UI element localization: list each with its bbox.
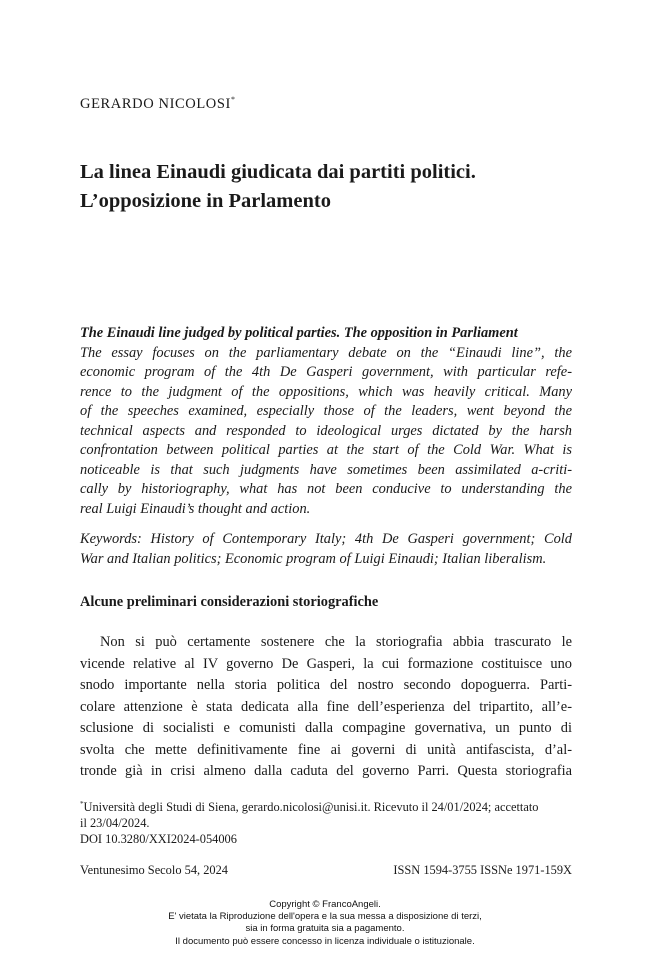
footnote-line: il 23/04/2024. bbox=[80, 816, 150, 831]
keywords-line: War and Italian politics; Economic program of Luigi Einaudi; Italian liberalism. bbox=[80, 550, 547, 567]
abstract-line: of the speeches examined, especially those of the leaders, went beyond the bbox=[80, 403, 572, 419]
abstract-line: real Luigi Einaudi’s thought and action. bbox=[80, 500, 311, 517]
body-line: colare attenzione è stata dedicata alla fine dell’esperienza del tripartito, all’e- bbox=[80, 698, 572, 715]
body-line: Non si può certamente sostenere che la storiografia abbia trascurato le bbox=[100, 634, 572, 650]
body-paragraph bbox=[80, 632, 572, 783]
body-line: svolta che mette definitivamente fine ai governi di unità antifascista, d’al- bbox=[80, 741, 572, 758]
article-title bbox=[80, 158, 580, 216]
abstract-line: noticeable is that such judgments have sometimes been assimilated a-criti- bbox=[80, 461, 572, 478]
keywords bbox=[80, 530, 572, 569]
keywords-line: Keywords: History of Contemporary Italy; 4th De Gasperi government; Cold bbox=[80, 531, 572, 547]
abstract-line: economic program of the 4th De Gasperi government, with particular refe- bbox=[80, 364, 572, 380]
footnote-marker: * bbox=[80, 800, 84, 808]
journal-citation: Ventunesimo Secolo 54, 2024 bbox=[80, 863, 228, 877]
body-line: sclusione di socialisti e comunisti dalla compagine governativa, un punto di bbox=[80, 720, 572, 736]
abstract-line: confrontation between political parties at the start of the Cold War. What is bbox=[80, 442, 572, 458]
body-line: vicende relative al IV governo De Gasperi, la cui formazione costituisce uno bbox=[80, 655, 572, 672]
abstract-heading: The Einaudi line judged by political parties. The opposition in Parliament bbox=[80, 325, 518, 341]
issn: ISSN 1594-3755 ISSNe 1971-159X bbox=[393, 863, 572, 877]
author-footnote-marker: * bbox=[230, 95, 236, 104]
copyright-line: Copyright © FrancoAngeli. bbox=[269, 899, 381, 910]
abstract-line: technical aspects and responded to ideological urges dictated by the harsh bbox=[80, 422, 572, 439]
copyright-line: E' vietata la Riproduzione dell'opera e la sua messa a disposizione di terzi, bbox=[168, 911, 482, 923]
author-name bbox=[80, 95, 236, 113]
abstract-line: rence to the judgment of the oppositions, which was heavily critical. Many bbox=[80, 383, 572, 400]
copyright-line: Il documento può essere concesso in licenza individuale o istituzionale. bbox=[175, 935, 475, 947]
abstract-line: The essay focuses on the parliamentary debate on the “Einaudi line”, the bbox=[80, 344, 572, 361]
footnote-line bbox=[80, 796, 572, 815]
footnote bbox=[80, 796, 572, 847]
abstract-line: cally by historiography, what has not been conducive to understanding the bbox=[80, 481, 572, 497]
abstract bbox=[80, 324, 572, 569]
footnote-affiliation: Università degli Studi di Siena, gerardo.nicolosi@unisi.it. Ricevuto il 24/01/2024; accettato bbox=[83, 800, 539, 815]
section-heading: Alcune preliminari considerazioni storiografiche bbox=[80, 594, 379, 610]
copyright-line: sia in forma gratuita sia a pagamento. bbox=[245, 923, 405, 935]
copyright-notice bbox=[0, 899, 650, 948]
title-line: L’opposizione in Parlamento bbox=[80, 190, 331, 212]
body-line: tronde già in crisi almeno dalla caduta del governo Parri. Questa storiografia bbox=[80, 763, 572, 779]
body-line: snodo importante nella storia politica del nostro secondo dopoguerra. Parti- bbox=[80, 677, 572, 693]
author-name-text: GERARDO NICOLOSI bbox=[80, 95, 231, 112]
title-line: La linea Einaudi giudicata dai partiti politici. bbox=[80, 161, 476, 183]
footnote-doi: DOI 10.3280/XXI2024-054006 bbox=[80, 832, 237, 847]
